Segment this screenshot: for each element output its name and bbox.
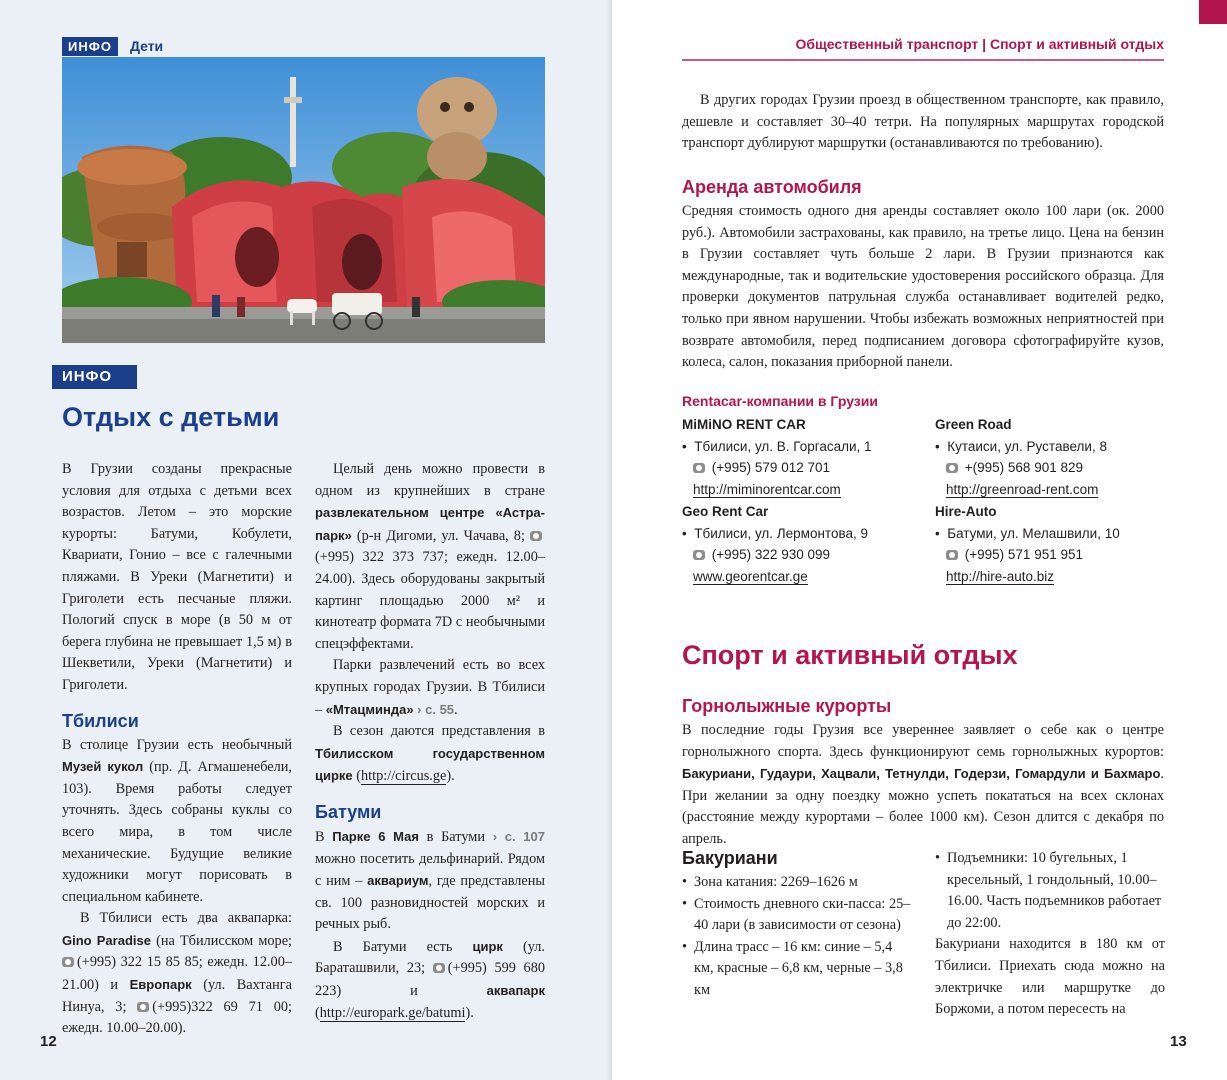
company-address: • Батуми, ул. Мелашвили, 10 — [935, 525, 1120, 541]
aquarium-name: аквариум — [367, 873, 429, 889]
doll-museum-name: Музей кукол — [62, 759, 144, 775]
company-url[interactable]: http://hire-auto.biz — [946, 568, 1055, 584]
may-park-paragraph: В Парке 6 Мая в Батуми › с. 107 можно посетить дельфинарий. Рядом с ним – аквариум, где представлены св. 100 разновидностей морских и речных рыб. — [315, 828, 545, 933]
rentacar-heading: Rentacar-компании в Грузии — [682, 393, 878, 409]
phone-icon — [433, 963, 445, 973]
phone-icon — [62, 957, 74, 967]
doll-museum-paragraph: В столице Грузии есть необычный Музей кукол (пр. Д. Агмашенебели, 103). Время работы следует уточнять. Здесь собраны куклы со всего мира, в том числе механические. Будущие великие художники могут порисовать в специальном кабинете. — [62, 736, 292, 905]
company-address: • Кутаиси, ул. Руставели, 8 — [935, 438, 1107, 454]
company-address: • Тбилиси, ул. В. Горгасали, 1 — [682, 438, 872, 454]
company-url[interactable]: http://greenroad-rent.com — [946, 481, 1099, 497]
rental-company-2 — [935, 414, 1165, 500]
left-column-1 — [62, 459, 292, 1040]
astra-park-name: развлекательном центре «Астра-парк» — [315, 505, 545, 543]
rental-company-1 — [682, 414, 912, 500]
batumi-heading: Батуми — [315, 801, 382, 822]
ski-zone-item: • Зона катания: 2269–1626 м — [682, 872, 912, 894]
gino-paradise-name: Gino Paradise — [62, 932, 151, 948]
company-phone: +(995) 568 901 829 — [935, 457, 1165, 479]
bakuriani-lifts — [935, 848, 1165, 934]
circus-link[interactable]: http://circus.ge — [361, 768, 447, 785]
amusement-parks-paragraph: Парки развлечений есть во всех крупных городах Грузии. В Тбилиси – «Мтацминда» › с. 55. — [315, 657, 545, 718]
phone-icon — [693, 463, 705, 473]
bakuriani-facts — [682, 872, 912, 1002]
car-rental-section — [682, 175, 1164, 374]
may-park-name: Парке 6 Мая — [332, 828, 419, 844]
circus-name: Тбилисском государственном цирке — [315, 745, 545, 784]
company-name: Green Road — [935, 417, 1012, 432]
company-phone: (+995) 571 951 951 — [935, 544, 1165, 566]
info-banner: ИНФО — [52, 365, 137, 389]
car-rental-paragraph: Средняя стоимость одного дня аренды составляет около 100 лари (ок. 2000 руб.). Автомобили застрахованы, как правило, на третье лицо. Цена на бензин в Грузии составляет чуть больше 2 лари. В Грузии признаются как международные, так и водительские удостоверения российского образца. Для проверки документов патрульная служба останавливает водителей редко, только при явном нарушении. Чтобы избежать возможных неприятностей при возврате автомобиля, перед подписанием договора сфотографируйте кузов, колеса, салон, показания приборной панели. — [682, 203, 1164, 371]
left-column-2 — [315, 459, 545, 1024]
phone-icon — [946, 463, 958, 473]
right-running-header: Общественный транспорт | Спорт и активный отдых — [795, 36, 1164, 52]
company-url[interactable]: http://miminorentcar.com — [693, 481, 841, 497]
europark-link[interactable]: http://europark.ge/batumi — [319, 1004, 466, 1021]
company-name: MiMiNO RENT CAR — [682, 417, 806, 432]
phone-icon — [530, 531, 542, 541]
company-name: Hire-Auto — [935, 504, 997, 519]
lifts-item: • Подъемники: 10 бугельных, 1 кресельный, 1 гондольный, 10.00–16.00. Часть подъемников работает до 22:00. — [935, 848, 1165, 934]
phone-icon — [946, 550, 958, 560]
left-page-number: 12 — [40, 1033, 57, 1050]
company-address: • Тбилиси, ул. Лермонтова, 9 — [682, 525, 868, 541]
bakuriani-heading: Бакуриани — [682, 848, 778, 868]
rental-company-4 — [935, 501, 1165, 587]
header-rule — [682, 59, 1164, 61]
bakuriani-column-2 — [935, 848, 1165, 1021]
amusement-park-photo — [62, 57, 545, 343]
europark-name: Европарк — [129, 977, 192, 993]
ski-pass-item: • Стоимость дневного ски-пасса: 25–40 лари (в зависимости от сезона) — [682, 894, 912, 937]
page-ref[interactable]: › с. 55 — [413, 701, 455, 717]
ski-paragraph: В последние годы Грузия все увереннее заявляет о себе как о центре горнолыжного спорта. Здесь функционируют семь горнолыжных курортов: Бакуриани, Гудаури, Хацвали, Тетнулди, Годерзи, Гомардули и Бахмаро. При желании за одну поездку можно успеть покататься на всех склонах (расстояние между курортами – более 1000 км). Сезон длится с декабря по апрель. — [682, 722, 1164, 847]
info-tag: ИНФО — [62, 37, 118, 56]
transport-paragraph: В других городах Грузии проезд в общественном транспорте, как правило, дешевле и составляет 30–40 тетри. На популярных маршрутах городской транспорт дублируют маршрутки (останавливаются по требованию). — [682, 92, 1164, 152]
ski-resort-names: Бакуриани, Гудаури, Хацвали, Тетнулди, Годерзи, Гомардули и Бахмаро — [682, 766, 1161, 782]
car-rental-heading: Аренда автомобиля — [682, 177, 862, 197]
section-name: Дети — [129, 38, 164, 54]
batumi-circus-name: цирк — [472, 938, 503, 954]
company-phone: (+995) 322 930 099 — [682, 544, 912, 566]
transport-intro — [682, 90, 1164, 155]
mtatsminda-name: «Мтацминда» — [325, 701, 414, 717]
page-ref[interactable]: › с. 107 — [492, 828, 545, 844]
rental-company-3 — [682, 501, 912, 587]
park-illustration — [62, 57, 545, 343]
company-name: Geo Rent Car — [682, 504, 769, 519]
ski-resorts-heading: Горнолыжные курорты — [682, 696, 892, 716]
left-page-title: Отдых с детьми — [62, 402, 280, 432]
astra-park-paragraph: Целый день можно провести в одном из крупнейших в стране развлекательном центре «Астра-парк» (р-н Дигоми, ул. Чачава, 8; (+995) 322 373 737; ежедн. 12.00–24.00). Здесь оборудованы закрытый картинг площадью 2000 м² и кинотеатр формата 7D с необычными спецэффектами. — [315, 461, 545, 652]
aquaparks-paragraph: В Тбилиси есть два аквапарка: Gino Paradise (на Тбилисском море; (+995) 322 15 85 85; ежедн. 12.00–21.00) и Европарк (ул. Вахтанга Нинуа, 3; (+995)322 69 71 00; ежедн. 10.00–20.00). — [62, 910, 293, 1037]
left-running-header — [62, 36, 163, 56]
company-phone: (+995) 579 012 701 — [682, 457, 912, 479]
batumi-aquapark-name: аквапарк — [486, 983, 545, 999]
batumi-circus-paragraph: В Батуми есть цирк (ул. Бараташвили, 23; (+995) 599 680 223) и аквапарк (http://europark.ge/batumi). — [315, 938, 545, 1021]
bakuriani-paragraph: Бакуриани находится в 180 км от Тбилиси. Приехать сюда можно на электричке или маршрутке до Боржоми, а потом пересесть на — [935, 936, 1165, 1018]
sport-title: Спорт и активный отдых — [682, 640, 1018, 670]
ski-section — [682, 694, 1164, 851]
phone-icon — [693, 550, 705, 560]
phone-icon — [137, 1002, 149, 1012]
intro-paragraph: В Грузии созданы прекрасные условия для отдыха с детьми всех возрастов. Летом – это морские курорты: Батуми, Кобулети, Квариати, Гонио – все с галечными пляжами. В Уреки (Магнетити) и Григолети есть песчаные пляжи. Пологий спуск в море (в 50 м от берега глубина не превышает 1,5 м) в Шекветили, Уреки (Магнетити) и Григолети. — [62, 461, 292, 693]
bakuriani-column-1 — [682, 846, 912, 1002]
tbilisi-heading: Тбилиси — [62, 710, 139, 731]
trails-item: • Длина трасс – 16 км: синие – 5,4 км, красные – 6,8 км, черные – 3,8 км — [682, 937, 912, 1002]
circus-paragraph: В сезон даются представления в Тбилисском государственном цирке (http://circus.ge). — [315, 723, 545, 785]
right-page-number: 13 — [1170, 1033, 1187, 1050]
company-url[interactable]: www.georentcar.ge — [693, 568, 808, 584]
chapter-tab — [1199, 0, 1227, 24]
